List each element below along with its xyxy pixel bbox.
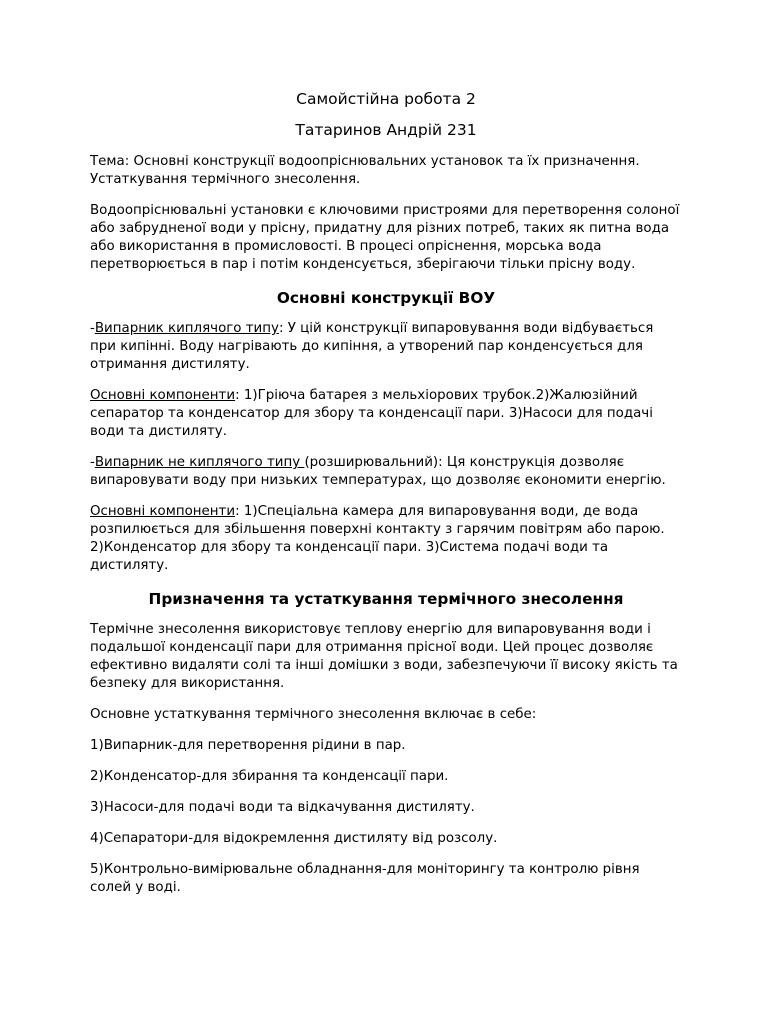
equipment-item-pumps: 3)Насоси-для подачі води та відкачування дистиляту.	[90, 800, 475, 815]
section-heading-thermal-desalination: Призначення та устаткування термічного знесолення	[148, 590, 624, 608]
nonboiling-evaporator-text: (розширювальний): Ця конструкція дозволяє випаровувати воду при низьких температурах, що дозволяє економити енергію.	[90, 455, 666, 488]
intro-paragraph: Водоопріснювальні установки є ключовими пристроями для перетворення солоної або забрудненої води у прісну, придатну для різних потреб, таких як питна вода або використання в промисловості. В процесі опріснення, морська вода перетворюється в пар і потім конденсується, зберігаючи тільки прісну воду.	[90, 203, 680, 272]
boiling-components-label: Основні компоненти	[90, 388, 236, 403]
equipment-item-instrumentation: 5)Контрольно-вимірювальне обладнання-для моніторингу та контролю рівня солей у воді.	[90, 862, 640, 895]
boiling-evaporator-term: Випарник киплячого типу	[94, 321, 279, 336]
boiling-evaporator-text: : У цій конструкції випаровування води відбувається при кипінні. Воду нагрівають до кипіння, а утворений пар конденсується для отримання дистиляту.	[90, 321, 654, 372]
document-author: Татаринов Андрій 231	[295, 121, 477, 139]
nonboiling-components-text: : 1)Спеціальна камера для випаровування води, де вода розпилюється для збільшення поверхні контакту з гарячим повітрям або парою. 2)Конденсатор для збору та конденсації пари. 3)Система подачі води та дистиляту.	[90, 504, 665, 573]
boiling-prefix: -	[90, 321, 95, 336]
topic-paragraph: Тема: Основні конструкції водоопріснювальних установок та їх призначення. Устаткування термічного знесолення.	[90, 154, 640, 187]
document-body	[90, 88, 682, 910]
nonboiling-prefix: -	[90, 455, 95, 470]
equipment-item-separators: 4)Сепаратори-для відокремлення дистиляту від розсолу.	[90, 831, 498, 846]
nonboiling-evaporator-term: Випарник не киплячого типу	[94, 455, 305, 470]
nonboiling-components-label: Основні компоненти	[90, 504, 236, 519]
equipment-item-evaporator: 1)Випарник-для перетворення рідини в пар.	[90, 738, 406, 753]
nonboiling-evaporator-paragraph	[90, 454, 682, 490]
equipment-list-intro: Основне устаткування термічного знесолення включає в себе:	[90, 707, 537, 722]
section-heading-constructions: Основні конструкції ВОУ	[276, 289, 496, 307]
boiling-components-paragraph	[90, 387, 682, 441]
document-title: Самойстійна робота 2	[296, 90, 476, 108]
boiling-evaporator-paragraph	[90, 320, 682, 374]
boiling-components-text: : 1)Гріюча батарея з мельхіорових трубок.2)Жалюзійний сепаратор та конденсатор для збору та конденсації пари. 3)Насоси для подачі води та дистиляту.	[90, 388, 653, 439]
thermal-desalination-paragraph: Термічне знесолення використовує теплову енергію для випаровування води і подальшої конденсації пари для отримання прісної води. Цей процес дозволяє ефективно видаляти солі та інші домішки з води, забезпечуючи її високу якість та безпеку для використання.	[90, 622, 678, 691]
nonboiling-components-paragraph	[90, 503, 682, 575]
equipment-item-condenser: 2)Конденсатор-для збирання та конденсації пари.	[90, 769, 449, 784]
